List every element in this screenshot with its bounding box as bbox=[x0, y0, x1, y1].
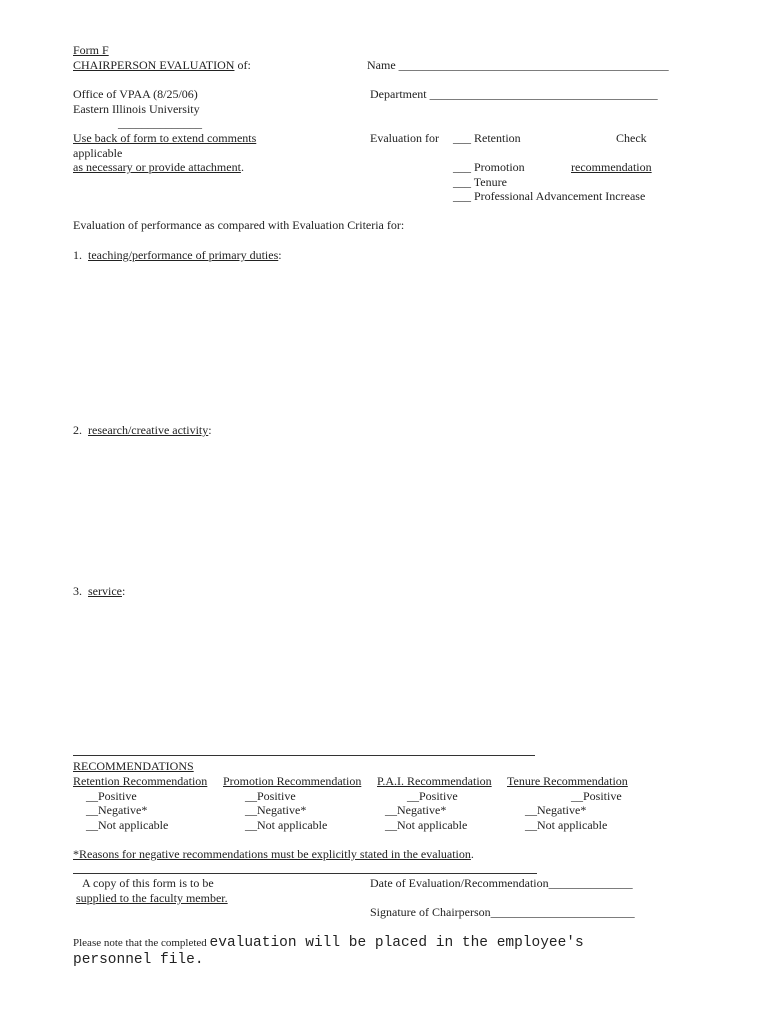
pai-not-applicable[interactable]: __Not applicable bbox=[385, 818, 468, 832]
name-label: Name bbox=[367, 58, 399, 72]
check-label: Check bbox=[616, 131, 647, 145]
name-blank[interactable]: _____________________________________________ bbox=[398, 58, 669, 72]
note-small-text: Please note that the completed bbox=[73, 937, 210, 949]
recommendations-heading: RECOMMENDATIONS bbox=[73, 759, 194, 773]
department-field[interactable] bbox=[370, 87, 658, 101]
promotion-not-applicable[interactable]: __Not applicable bbox=[245, 818, 328, 832]
option-promotion[interactable]: ___ Promotion bbox=[453, 160, 525, 174]
copy-line-2: supplied to the faculty member. bbox=[76, 891, 228, 905]
pai-positive[interactable]: __Positive bbox=[407, 789, 458, 803]
date-blank[interactable]: ______________ bbox=[548, 876, 633, 890]
blank-line: ______________ bbox=[118, 116, 202, 130]
evaluation-for-label: Evaluation for bbox=[370, 131, 439, 145]
criterion-label: service bbox=[88, 584, 122, 598]
option-tenure[interactable]: ___ Tenure bbox=[453, 175, 507, 189]
form-title-text: CHAIRPERSON EVALUATION bbox=[73, 58, 235, 72]
retention-positive[interactable]: __Positive bbox=[86, 789, 137, 803]
section-divider bbox=[73, 755, 535, 756]
copy-line-1: A copy of this form is to be bbox=[82, 876, 214, 890]
option-pai[interactable]: ___ Professional Advancement Increase bbox=[453, 189, 646, 203]
form-title-suffix: of: bbox=[234, 58, 251, 72]
form-title bbox=[73, 58, 251, 72]
form-label: Form F bbox=[73, 43, 109, 57]
criterion-label: research/creative activity bbox=[88, 423, 209, 437]
criterion-number: 3. bbox=[73, 584, 82, 598]
signature-field[interactable] bbox=[370, 905, 635, 919]
instructions-line-2: applicable bbox=[73, 146, 123, 160]
negative-note bbox=[73, 847, 474, 861]
col-header-tenure: Tenure Recommendation bbox=[507, 774, 628, 788]
criterion-suffix: : bbox=[121, 584, 126, 598]
footer-divider bbox=[73, 873, 537, 874]
tenure-negative[interactable]: __Negative* bbox=[525, 803, 587, 817]
date-label: Date of Evaluation/Recommendation bbox=[370, 876, 549, 890]
col-header-pai: P.A.I. Recommendation bbox=[377, 774, 492, 788]
department-blank[interactable]: ______________________________________ bbox=[429, 87, 658, 101]
criterion-research bbox=[73, 423, 212, 437]
criteria-intro: Evaluation of performance as compared with Evaluation Criteria for: bbox=[73, 218, 405, 232]
promotion-positive[interactable]: __Positive bbox=[245, 789, 296, 803]
col-header-promotion: Promotion Recommendation bbox=[223, 774, 362, 788]
instructions-line-3-suffix: . bbox=[240, 160, 244, 174]
note-mono-text-1: evaluation will be placed in the employee's bbox=[209, 935, 584, 951]
instructions-line-3-text: as necessary or provide attachment bbox=[73, 160, 241, 174]
negative-note-text: *Reasons for negative recommendations must be explicitly stated in the evaluation bbox=[73, 847, 471, 861]
retention-not-applicable[interactable]: __Not applicable bbox=[86, 818, 169, 832]
pai-negative[interactable]: __Negative* bbox=[385, 803, 447, 817]
criterion-suffix: : bbox=[208, 423, 212, 437]
personnel-file-note-line-1 bbox=[73, 933, 584, 952]
criterion-number: 2. bbox=[73, 423, 82, 437]
date-field[interactable] bbox=[370, 876, 633, 890]
criterion-suffix: : bbox=[278, 248, 282, 262]
criterion-label: teaching/performance of primary duties bbox=[88, 248, 279, 262]
negative-note-suffix: . bbox=[470, 847, 474, 861]
criterion-number: 1. bbox=[73, 248, 82, 262]
office-line: Office of VPAA (8/25/06) bbox=[73, 87, 198, 101]
option-retention[interactable]: ___ Retention bbox=[453, 131, 521, 145]
promotion-negative[interactable]: __Negative* bbox=[245, 803, 307, 817]
tenure-not-applicable[interactable]: __Not applicable bbox=[525, 818, 608, 832]
university-line: Eastern Illinois University bbox=[73, 102, 200, 116]
col-header-retention: Retention Recommendation bbox=[73, 774, 208, 788]
signature-label: Signature of Chairperson bbox=[370, 905, 491, 919]
retention-negative[interactable]: __Negative* bbox=[86, 803, 148, 817]
tenure-positive[interactable]: __Positive bbox=[571, 789, 622, 803]
instructions-line-3 bbox=[73, 160, 244, 174]
criterion-service bbox=[73, 584, 125, 598]
recommendation-label: recommendation bbox=[571, 160, 652, 174]
instructions-line-1: Use back of form to extend comments bbox=[73, 131, 257, 145]
signature-blank[interactable]: ________________________ bbox=[490, 905, 635, 919]
personnel-file-note-line-2: personnel file. bbox=[73, 952, 204, 968]
name-field[interactable] bbox=[367, 58, 669, 72]
criterion-teaching bbox=[73, 248, 282, 262]
department-label: Department bbox=[370, 87, 430, 101]
